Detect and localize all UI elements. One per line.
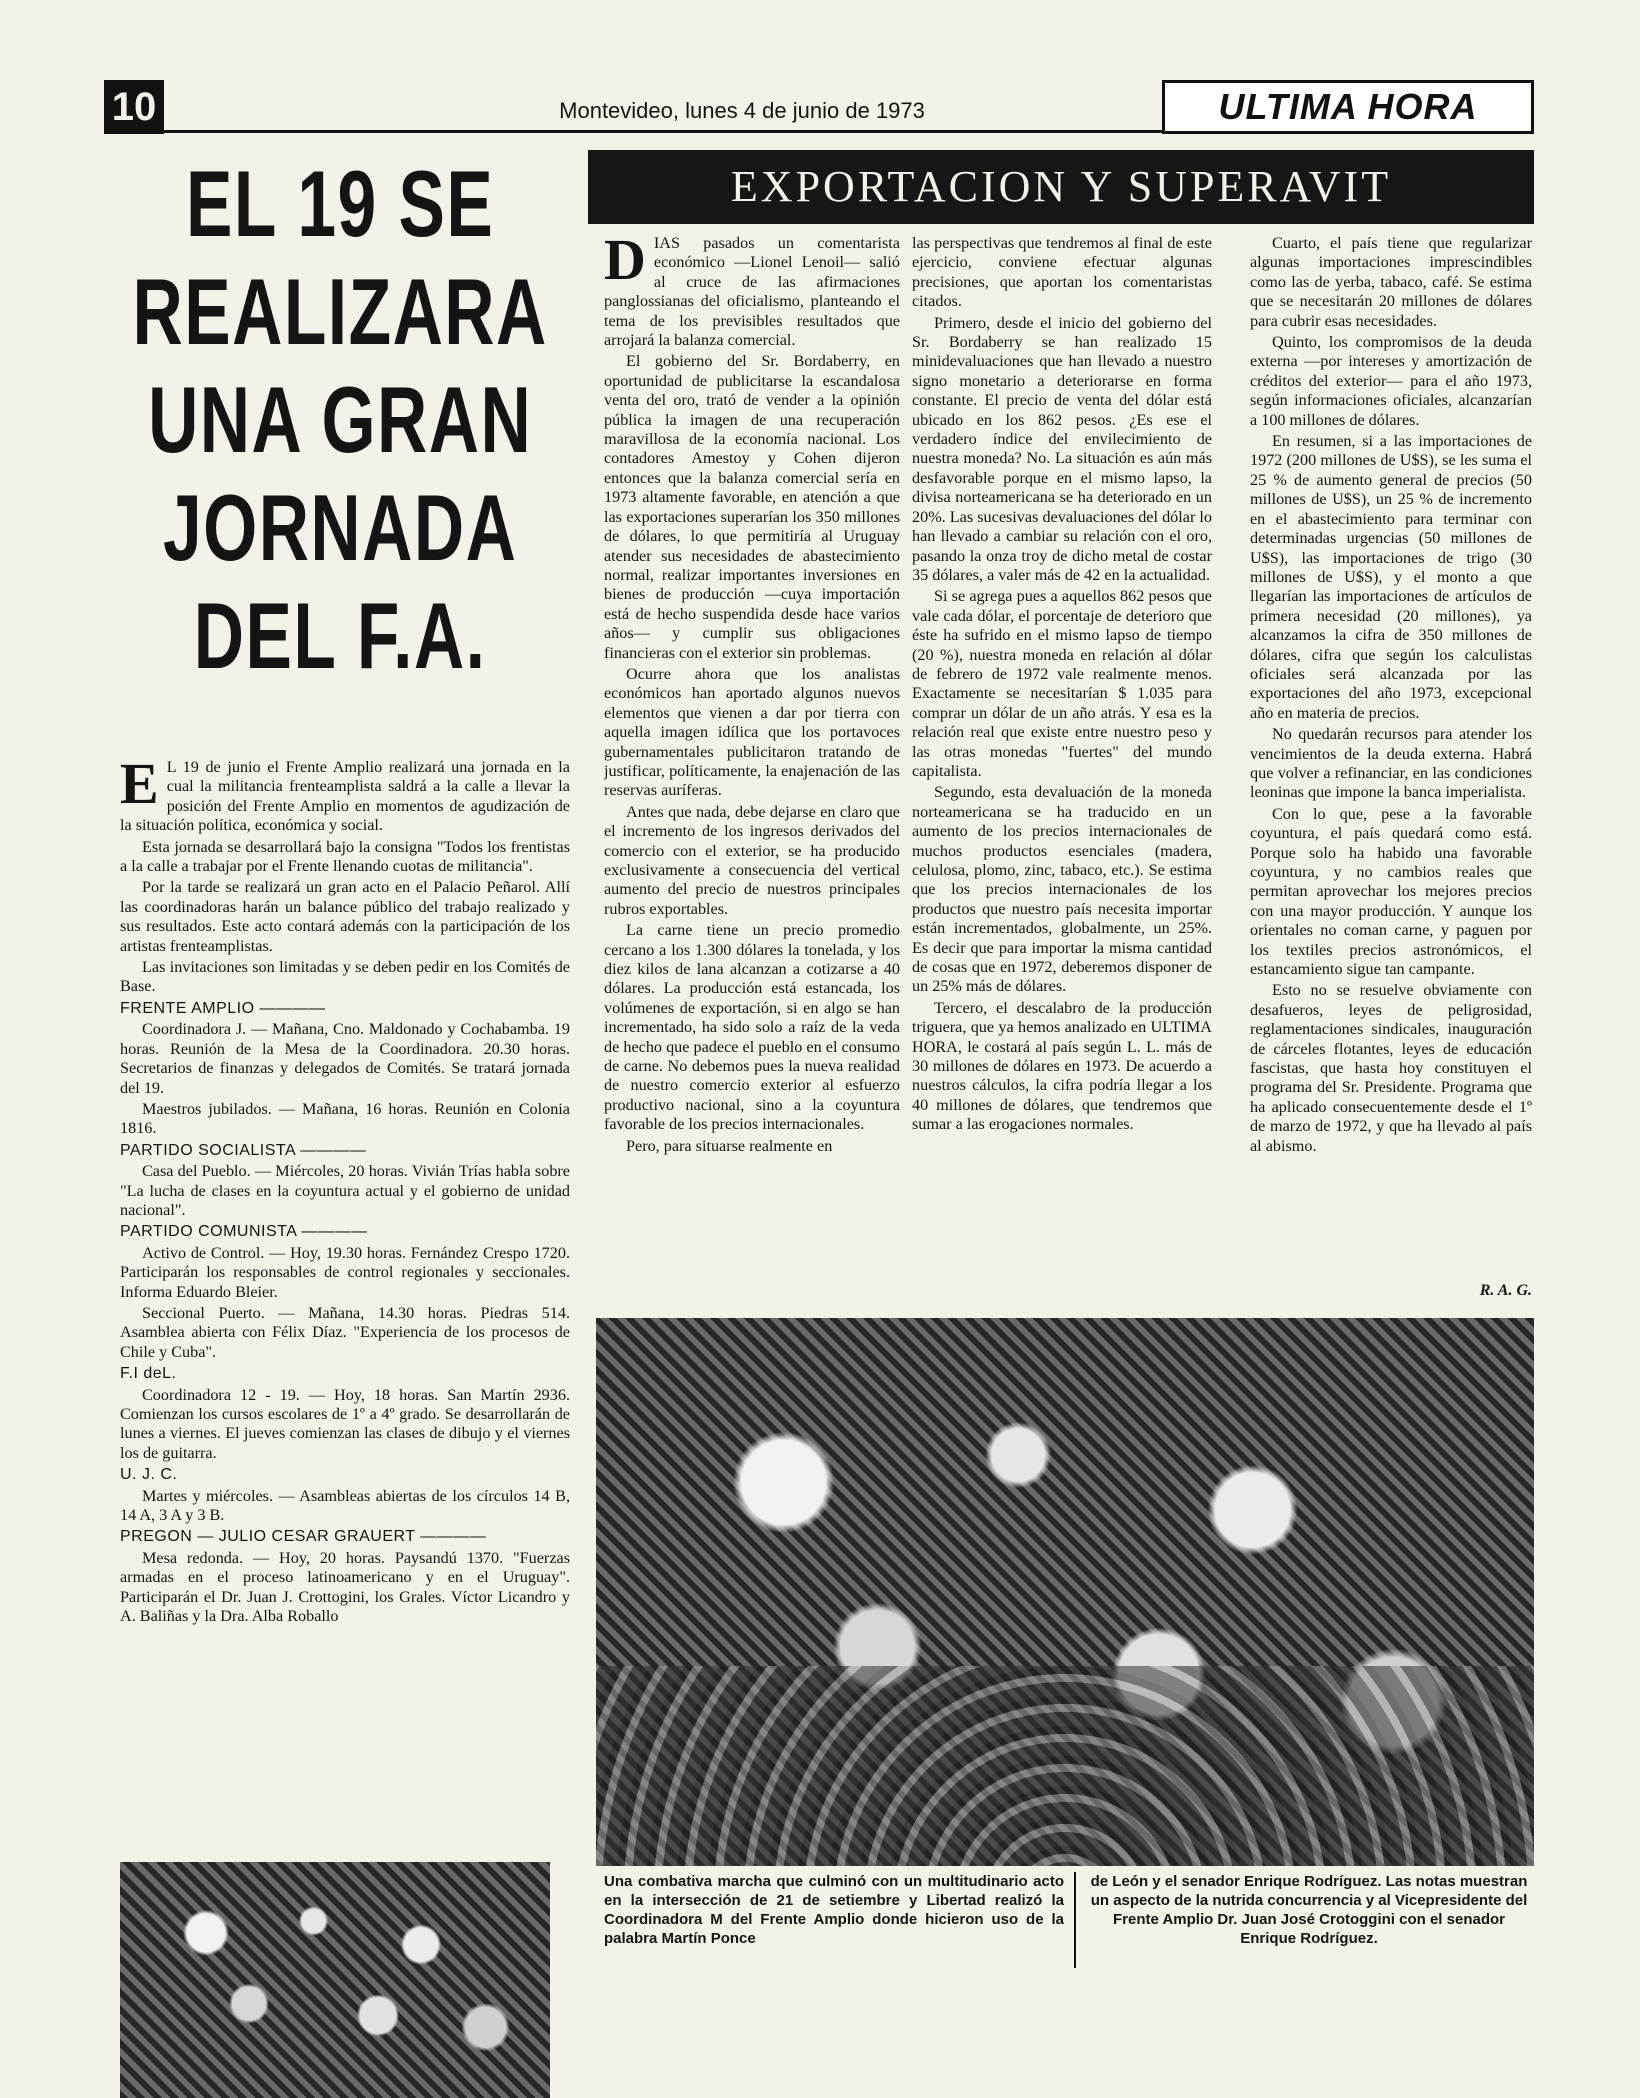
listing-org: FRENTE AMPLIO ———— xyxy=(120,999,326,1017)
editorial-paragraph: El gobierno del Sr. Bordaberry, en oportunidad de publicitarse la escandalosa venta del oro, trató de vender a la opinión pública la imagen de una recuperación maravillosa de la economía nacional. Los contadores Amestoy y Cohen dijeron entonces que la balanza comercial sería en 1973 altamente favorable, en atención a que las exportaciones superarían los 350 millones de dólares, lo que permitiría al Uruguay atender sus necesidades de abastecimiento normal, realizar importantes inversiones en bienes de producción —cuya importación está de hecho suspendida desde hace varios años— y cumplir sus obligaciones financieras con el exterior sin problemas. xyxy=(604,352,900,662)
editorial-paragraph: Quinto, los compromisos de la deuda externa —por intereses y amortización de créditos del exterior— para el año 1973, según informaciones oficiales, alcanzarían a 100 millones de dólares. xyxy=(1250,333,1532,429)
photo-caption-right: de León y el senador Enrique Rodríguez. Las notas muestran un aspecto de la nutrida concurrencia y al Vicepresidente del Frente Amplio Dr. Juan José Crotoggini con el senador Enrique Rodríguez. xyxy=(1090,1873,1528,1947)
listing-item: Coordinadora 12 - 19. — Hoy, 18 horas. San Martín 2936. Comienzan los cursos escolares de 1º a 4º grado. Se desarrollarán de lunes a viernes. El jueves comienzan las clases de dibujo y el viernes los de guitarra. xyxy=(120,1385,570,1462)
photo-caption-left: Una combativa marcha que culminó con un multitudinario acto en la intersección de 21 de setiembre y Libertad realizó la Coordinadora M del Frente Amplio donde hicieron uso de la palabra Martín Ponce xyxy=(604,1873,1064,1947)
editorial-paragraph: Primero, desde el inicio del gobierno del Sr. Bordaberry se han realizado 15 minidevaluaciones que han llevado a nuestro signo monetario a deteriorarse en forma constante. El precio de venta del dólar está ubicado en los 862 pesos. ¿Es ese el verdadero índice del envilecimiento de nuestra moneda? No. La situación es aún más desfavorable porque en el mismo lapso, la divisa norteamericana se ha deteriorado en un 20%. Las sucesivas devaluaciones del dólar lo han llevado a cambiar su relación con el oro, pasando la onza troy de dicho metal de costar 35 dólares, a valer más de 42 en la actualidad. xyxy=(912,313,1212,584)
listing-item: Seccional Puerto. — Mañana, 14.30 horas. Piedras 514. Asamblea abierta con Félix Díaz. "Experiencia de los procesos de Chile y Cuba". xyxy=(120,1303,570,1361)
listing-org: F.I deL. xyxy=(120,1365,177,1383)
editorial-paragraph: IAS pasados un comentarista económico —Lionel Lenoil— salió al cruce de las afirmaciones panglossianas del oficialismo, planteando el tema de los previsibles resultados que arrojará la balanza comercial. xyxy=(604,234,900,350)
editorial-paragraph: Ocurre ahora que los analistas económicos han aportado algunos nuevos elementos que vienen a dar por tierra con aquella imagen idílica que los portavoces gubernamentales publicitaron tratando de justificar, políticamente, la enajenación de las reservas auríferas. xyxy=(604,664,900,800)
editorial-paragraph: Tercero, el descalabro de la producción triguera, que ya hemos analizado en ULTIMA HORA, le costará al país según L. L. más de 30 millones de dólares en 1973. De acuerdo a nuestros cálculos, la cifra podría llegar a los 40 millones de dólares, que tendremos que sumar a las erogaciones normales. xyxy=(912,998,1212,1134)
editorial-paragraph: Antes que nada, debe dejarse en claro que el incremento de los ingresos derivados del comercio con el exterior, se ha producido exclusivamente a consecuencia del vertical aumento del precio de nuestros principales rubros exportables. xyxy=(604,802,900,918)
listing-item: Maestros jubilados. — Mañana, 16 horas. Reunión en Colonia 1816. xyxy=(120,1099,570,1138)
editorial-title: EXPORTACION Y SUPERAVIT xyxy=(588,150,1534,224)
editorial-paragraph: Pero, para situarse realmente en xyxy=(626,1136,833,1155)
editorial-paragraph: las perspectivas que tendremos al final de este ejercicio, conviene efectuar algunas precisiones, que aportan los comentaristas citados. xyxy=(912,234,1212,311)
editorial-paragraph: Segundo, esta devaluación de la moneda norteamericana se ha traducido en un aumento de los precios internacionales de muchos productos esenciales (madera, celulosa, plomo, zinc, tabaco, etc.). Se estima que los precios internacionales de los productos que nuestro país necesita importar están incrementados, globalmente, un 25%. Es decir que para importar la misma cantidad de cosas que en 1972, deberemos disponer de un 25% más de dólares. xyxy=(912,783,1212,996)
editorial-column-1 xyxy=(604,234,900,1300)
caption-divider xyxy=(1074,1872,1076,1968)
dropcap-d: D xyxy=(604,234,646,292)
left-article xyxy=(120,758,570,1858)
editorial-paragraph: No quedarán recursos para atender los vencimientos de la deuda externa. Habrá que volver a refinanciar, en las condiciones leoninas que impone la banca imperialista. xyxy=(1250,725,1532,802)
listing-item: Coordinadora J. — Mañana, Cno. Maldonado y Cochabamba. 19 horas. Reunión de la Mesa de la Coordinadora. 20.30 horas. Secretarios de finanzas y delegados de Comités. Se tratará jornada del 19. xyxy=(120,1020,570,1097)
listing-item: Casa del Pueblo. — Miércoles, 20 horas. Vivián Trías habla sobre "La lucha de clases en la coyuntura actual y el gobierno de unidad nacional". xyxy=(120,1162,570,1219)
editorial-column-2 xyxy=(912,234,1212,1300)
editorial-paragraph: Con lo que, pese a la favorable coyuntura, el país quedará como está. Porque solo ha habido una favorable coyuntura, y no cambios reales que permitan aprovechar los mejores precios con una mayor producción. Y aunque los orientales no coman carne, y paguen por los textiles precios astronómicos, el estancamiento sigue tan campante. xyxy=(1250,804,1532,979)
left-paragraph: Por la tarde se realizará un gran acto en el Palacio Peñarol. Allí las coordinadoras harán un balance público del trabajo realizado y sus resultados. Este acto contará además con la participación de los artistas frenteamplistas. xyxy=(120,878,570,955)
dropcap-e: E xyxy=(120,758,159,816)
page-number: 10 xyxy=(104,80,164,134)
author-signature: R. A. G. xyxy=(1479,1282,1532,1299)
left-paragraph: Las invitaciones son limitadas y se deben pedir en los Comités de Base. xyxy=(120,958,570,996)
editorial-paragraph: Esto no se resuelve obviamente con desafueros, leyes de peligrosidad, reglamentaciones sindicales, inauguración de cárceles flotantes, leyes de educación fascistas, que hasta hoy constituyen el programa del Sr. Presidente. Programa que ha aplicado consecuentemente desde el 1º de marzo de 1972, y que ha llevado al país al abismo. xyxy=(1250,981,1532,1155)
politicians-photo xyxy=(120,1862,550,2098)
editorial-column-3 xyxy=(1250,234,1532,1300)
editorial-paragraph: La carne tiene un precio promedio cercano a los 1.300 dólares la tonelada, y los diez kilos de lana alcanzan a cotizarse a 40 dólares. La producción está estancada, los volúmenes de exportación, si en algo se han incrementado, ha sido solo a raíz de la veda de hecho que padece el pueblo en el consumo de carne. No debemos pues la nueva realidad de nuestro comercio exterior al esfuerzo productivo nacional, sino a la coyuntura favorable de los precios internacionales. xyxy=(604,921,900,1134)
masthead-logo: ULTIMA HORA xyxy=(1162,80,1534,134)
editorial-paragraph: Cuarto, el país tiene que regularizar algunas importaciones imprescindibles como las de yerba, tabaco, café. Se estima que se necesitarán 20 millones de dólares para cubrir esas necesidades. xyxy=(1250,234,1532,330)
listing-item: Activo de Control. — Hoy, 19.30 horas. Fernández Crespo 1720. Participarán los responsables de control regionales y seccionales. Informa Eduardo Bleier. xyxy=(120,1243,570,1301)
crowd-photo xyxy=(596,1318,1534,1866)
editorial-paragraph: En resumen, si a las importaciones de 1972 (200 millones de U$S), se les suma el 25 % de aumento general de precios (50 millones de U$S), un 25 % de incremento en el abastecimiento para terminar con determinadas urgencias (50 millones de U$S), las importaciones de trigo (30 millones de U$S), y el monto a que llegarían las importaciones de artículos de primera necesidad (20 millones), ya alcanzamos la cifra de 350 millones de dólares, cifra que según los calculistas oficiales será alcanzada por las exportaciones del año 1973, excepcional año en materia de precios. xyxy=(1250,432,1532,722)
main-headline: EL 19 SE REALIZARA UNA GRAN JORNADA DEL F.A. xyxy=(132,151,548,688)
left-paragraph: L 19 de junio el Frente Amplio realizará una jornada en la cual la militancia frenteamplista saldrá a la calle a llevar la posición del Frente Amplio en momentos de agudización de la situación política, económica y social. xyxy=(120,758,570,835)
listing-item: Martes y miércoles. — Asambleas abiertas de los círculos 14 B, 14 A, 3 A y 3 B. xyxy=(120,1486,570,1525)
listing-org: PARTIDO COMUNISTA ———— xyxy=(120,1223,368,1241)
listing-item: Mesa redonda. — Hoy, 20 horas. Paysandú 1370. "Fuerzas armadas en el proceso latinoamericano y en el Uruguay". Participarán el Dr. Juan J. Crottogini, los Grales. Víctor Licandro y A. Baliñas y la Dra. Alba Roballo xyxy=(120,1548,570,1626)
dateline: Montevideo, lunes 4 de junio de 1973 xyxy=(559,98,925,123)
editorial-paragraph: Si se agrega pues a aquellos 862 pesos que vale cada dólar, el porcentaje de deterioro que éste ha sufrido en el mismo lapso de tiempo (20 %), nuestra moneda en relación al dólar de febrero de 1972 vale realmente menos. Exactamente se necesitarían $ 1.035 para comprar un dólar de un año atrás. Y esa es la relación real que existe entre nuestro peso y las otras monedas "fuertes" del mundo capitalista. xyxy=(912,587,1212,780)
listing-org: PREGON — JULIO CESAR GRAUERT ———— xyxy=(120,1528,487,1546)
listing-org: U. J. C. xyxy=(120,1466,178,1484)
listing-org: PARTIDO SOCIALISTA ———— xyxy=(120,1141,367,1159)
left-paragraph: Esta jornada se desarrollará bajo la consigna "Todos los frentistas a la calle a trabajar por el Frente llenando cuotas de militancia". xyxy=(120,837,570,876)
